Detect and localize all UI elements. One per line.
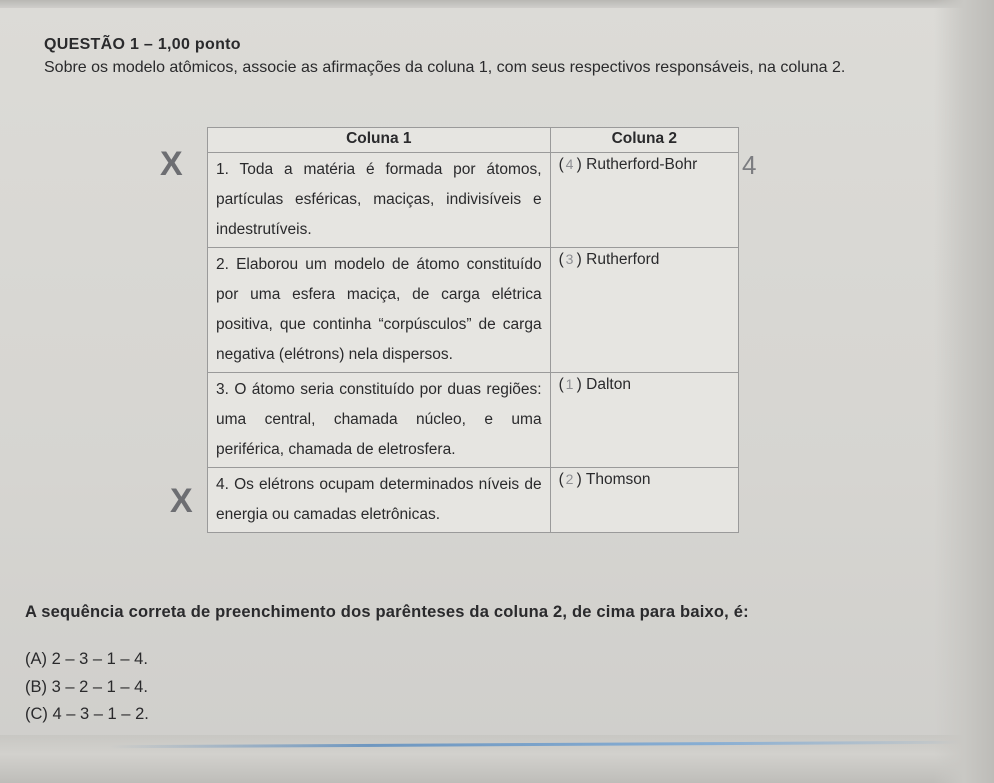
column-1-header: Coluna 1 <box>208 128 551 153</box>
table-row <box>208 153 739 248</box>
question-title: QUESTÃO 1 – 1,00 ponto <box>44 36 241 53</box>
option-text: 2 – 3 – 1 – 4. <box>51 650 148 668</box>
pencil-answer: 1 <box>565 376 574 392</box>
responsible-name: Rutherford-Bohr <box>586 156 698 173</box>
answer-parenthesis[interactable]: ( 1 ) <box>558 376 582 393</box>
pencil-answer: 3 <box>565 251 574 267</box>
pencil-answer: 2 <box>565 471 574 487</box>
column-2-header: Coluna 2 <box>550 128 738 153</box>
option-a[interactable] <box>25 650 148 669</box>
answer-parenthesis[interactable]: ( 4 ) <box>558 156 582 173</box>
pencil-cross-mark: X <box>170 482 193 520</box>
option-b[interactable] <box>25 678 148 697</box>
pencil-answer: 4 <box>565 156 574 172</box>
table-row <box>208 468 739 533</box>
statement-cell: 1. Toda a matéria é formada por átomos, partículas esféricas, maciças, indivisíveis e indestrutíveis. <box>208 153 551 248</box>
answer-parenthesis[interactable]: ( 2 ) <box>558 471 582 488</box>
option-text: 4 – 3 – 1 – 2. <box>52 705 149 723</box>
page-right-edge <box>934 0 994 783</box>
responsible-name: Dalton <box>586 376 631 393</box>
question-intro: Sobre os modelo atômicos, associe as afirmações da coluna 1, com seus respectivos responsáveis, na coluna 2. <box>44 59 846 76</box>
statement-cell: 4. Os elétrons ocupam determinados níveis de energia ou camadas eletrônicas. <box>208 468 551 533</box>
top-edge <box>0 0 994 8</box>
option-c[interactable] <box>25 705 149 724</box>
responsible-name: Thomson <box>585 471 651 488</box>
matching-table <box>207 127 739 533</box>
table-row <box>208 373 739 468</box>
responsible-cell <box>550 153 738 248</box>
answer-parenthesis[interactable]: ( 3 ) <box>558 251 582 268</box>
option-letter: (B) <box>25 678 47 696</box>
responsible-name: Rutherford <box>586 251 660 268</box>
responsible-cell <box>550 248 738 373</box>
pencil-cross-mark: X <box>160 145 183 183</box>
pencil-margin-note: 4 <box>742 150 757 180</box>
option-letter: (C) <box>25 705 48 723</box>
statement-cell: 2. Elaborou um modelo de átomo constituído por uma esfera maciça, de carga elétrica positiva, que continha “corpúsculos” de carga negativa (elétrons) nela dispersos. <box>208 248 551 373</box>
option-letter: (A) <box>25 650 47 668</box>
table-row <box>208 248 739 373</box>
option-text: 3 – 2 – 1 – 4. <box>51 678 148 696</box>
answer-prompt: A sequência correta de preenchimento dos parênteses da coluna 2, de cima para baixo, é: <box>25 603 749 621</box>
responsible-cell <box>550 373 738 468</box>
statement-cell: 3. O átomo seria constituído por duas regiões: uma central, chamada núcleo, e uma periférica, chamada de eletrosfera. <box>208 373 551 468</box>
responsible-cell <box>550 468 738 533</box>
